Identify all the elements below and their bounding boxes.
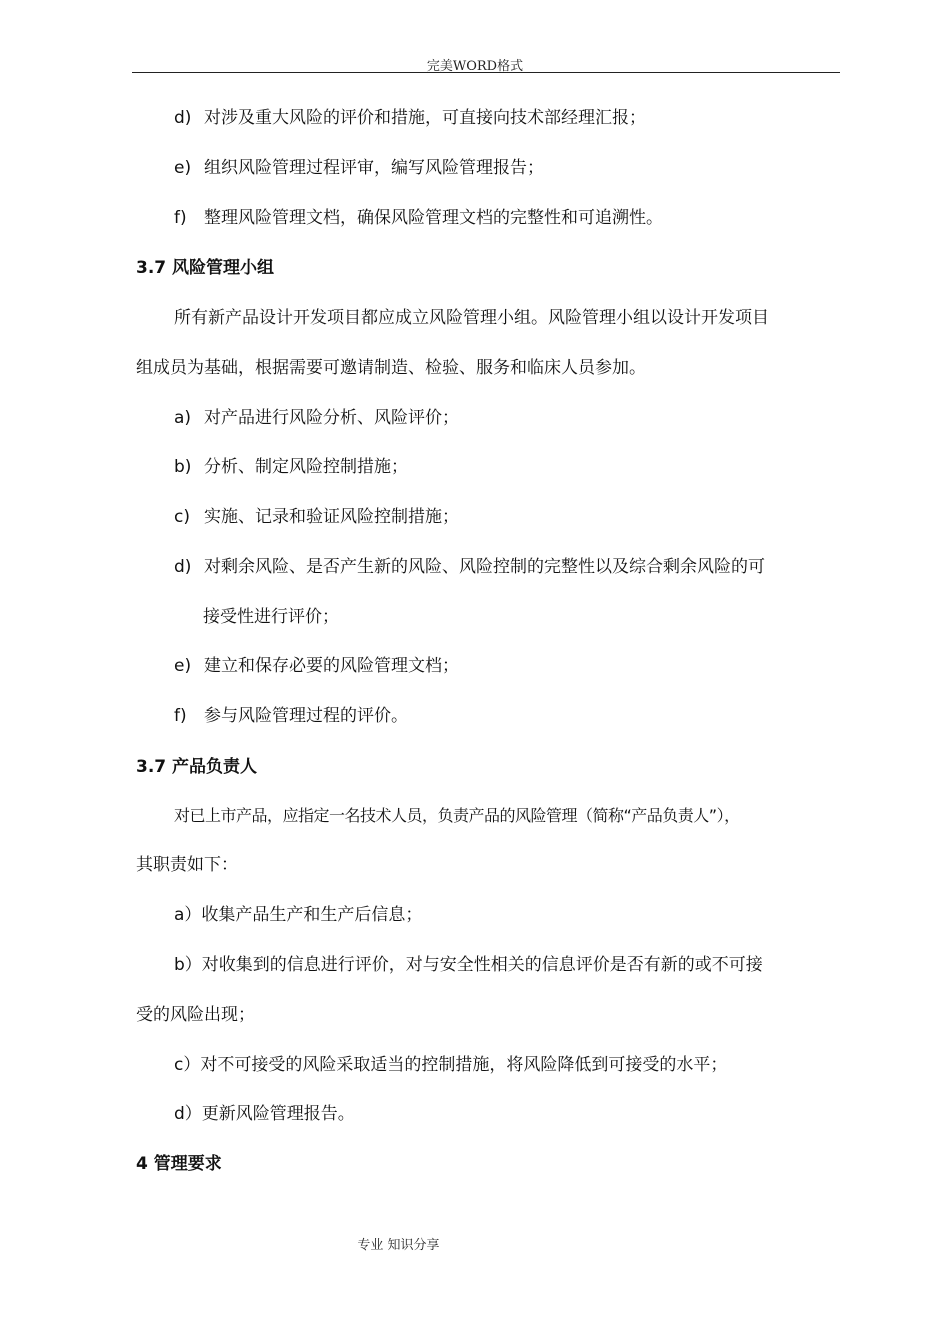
list-item [174,655,459,677]
page-footer: 专业 知识分享 [357,1238,440,1253]
page-header: 完美WORD格式 [426,59,524,74]
list-item-continuation: 受的风险出现； [136,1005,255,1025]
list-marker: d) [174,108,192,128]
list-item [174,705,408,727]
list-marker: b) [174,457,192,477]
header-rule [132,72,840,73]
list-marker: d) [174,557,192,577]
paragraph-line: 对已上市产品，应指定一名技术人员，负责产品的风险管理（简称“产品负责人”）， [174,806,740,825]
list-item [174,207,663,229]
list-marker: c) [174,507,190,527]
list-item: a）收集产品生产和生产后信息； [174,905,423,925]
section-heading: 3.7 产品负责人 [136,757,258,777]
list-text: 对涉及重大风险的评价和措施，可直接向技术部经理汇报； [204,108,646,128]
list-item [174,456,408,478]
paragraph-line: 组成员为基础，根据需要可邀请制造、检验、服务和临床人员参加。 [136,358,646,378]
list-item [174,506,459,528]
list-marker: a) [174,408,192,428]
paragraph-line: 其职责如下： [136,855,238,875]
list-marker: e) [174,158,192,178]
section-heading: 4 管理要求 [136,1154,222,1174]
list-marker: e) [174,656,192,676]
list-item: d）更新风险管理报告。 [174,1104,355,1124]
list-item: b）对收集到的信息进行评价，对与安全性相关的信息评价是否有新的或不可接 [174,955,763,975]
paragraph-line: 所有新产品设计开发项目都应成立风险管理小组。风险管理小组以设计开发项目 [174,308,769,328]
list-item [174,157,544,179]
list-text: 对产品进行风险分析、风险评价； [204,408,459,428]
list-text: 组织风险管理过程评审，编写风险管理报告； [204,158,544,178]
list-item [174,107,646,129]
list-marker: f) [174,208,187,228]
list-text: 整理风险管理文档，确保风险管理文档的完整性和可追溯性。 [204,208,663,228]
list-item: c）对不可接受的风险采取适当的控制措施，将风险降低到可接受的水平； [174,1055,728,1075]
list-marker: f) [174,706,187,726]
list-text: 参与风险管理过程的评价。 [204,706,408,726]
list-item-continuation: 接受性进行评价； [203,607,339,627]
list-item [174,407,459,429]
list-text: 分析、制定风险控制措施； [204,457,408,477]
list-text: 对剩余风险、是否产生新的风险、风险控制的完整性以及综合剩余风险的可 [204,557,765,577]
list-text: 建立和保存必要的风险管理文档； [204,656,459,676]
section-heading: 3.7 风险管理小组 [136,258,275,278]
list-text: 实施、记录和验证风险控制措施； [204,507,459,527]
list-item [174,556,765,578]
